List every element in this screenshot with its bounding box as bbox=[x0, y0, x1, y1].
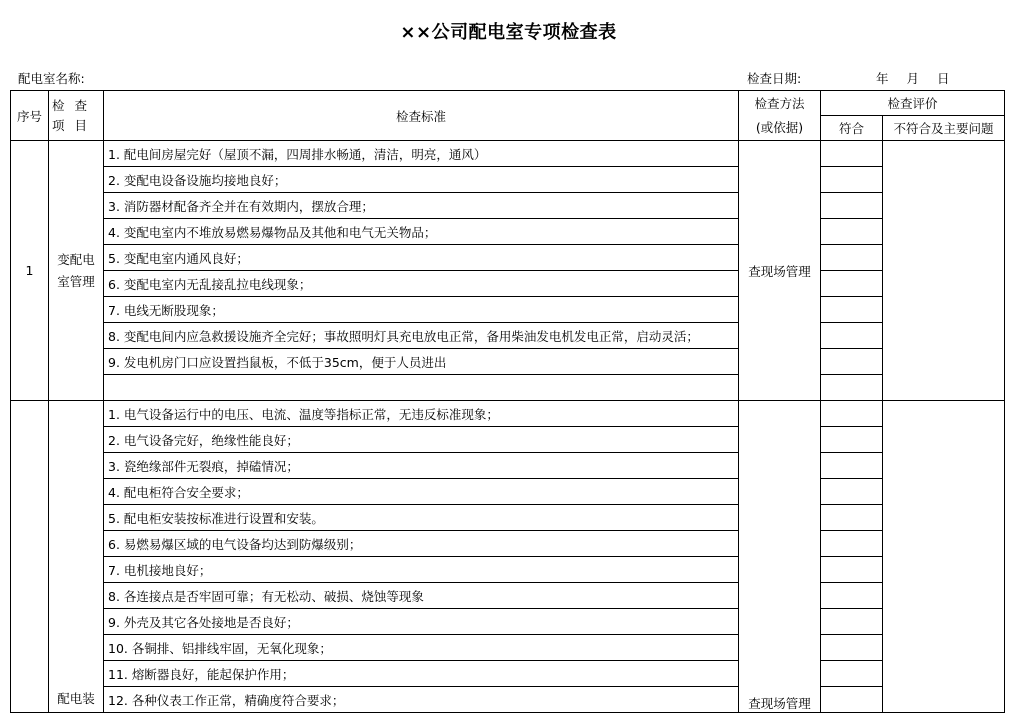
section-number bbox=[11, 401, 49, 713]
ok-cell[interactable] bbox=[821, 531, 883, 557]
table-row bbox=[11, 427, 1005, 453]
room-name-label: 配电室名称: bbox=[18, 71, 85, 86]
standard-item: 3. 瓷绝缘部件无裂痕，掉磕情况； bbox=[104, 453, 739, 479]
header-ok: 符合 bbox=[821, 116, 883, 141]
ok-cell[interactable] bbox=[821, 687, 883, 713]
standard-item: 10. 各铜排、铝排线牢固，无氧化现象； bbox=[104, 635, 739, 661]
standard-item: 4. 配电柜符合安全要求； bbox=[104, 479, 739, 505]
standard-item: 9. 发电机房门口应设置挡鼠板，不低于35cm，便于人员进出 bbox=[104, 349, 739, 375]
date-units: 年 月 日 bbox=[876, 71, 950, 86]
ok-cell[interactable] bbox=[821, 219, 883, 245]
header-method bbox=[739, 91, 821, 141]
section-category: 配电装 bbox=[49, 401, 104, 713]
ok-cell[interactable] bbox=[821, 583, 883, 609]
standard-item: 2. 电气设备完好，绝缘性能良好； bbox=[104, 427, 739, 453]
table-row bbox=[11, 323, 1005, 349]
ok-cell[interactable] bbox=[821, 375, 883, 401]
header-issue: 不符合及主要问题 bbox=[883, 116, 1005, 141]
standard-item: 1. 电气设备运行中的电压、电流、温度等指标正常，无违反标准现象； bbox=[104, 401, 739, 427]
ok-cell[interactable] bbox=[821, 557, 883, 583]
table-row bbox=[11, 557, 1005, 583]
table-row bbox=[11, 245, 1005, 271]
table-row bbox=[11, 167, 1005, 193]
standard-item: 5. 配电柜安装按标准进行设置和安装。 bbox=[104, 505, 739, 531]
standard-item: 8. 变配电间内应急救援设施齐全完好；事故照明灯具充电放电正常，备用柴油发电机发电正常，启动灵活； bbox=[104, 323, 739, 349]
table-row bbox=[11, 583, 1005, 609]
standard-item bbox=[104, 375, 739, 401]
ok-cell[interactable] bbox=[821, 297, 883, 323]
table-row bbox=[11, 375, 1005, 401]
page-title: ××公司配电室专项检查表 bbox=[400, 22, 617, 43]
table-row bbox=[11, 635, 1005, 661]
standard-item: 3. 消防器材配备齐全并在有效期内，摆放合理； bbox=[104, 193, 739, 219]
standard-item: 4. 变配电室内不堆放易燃易爆物品及其他和电气无关物品； bbox=[104, 219, 739, 245]
header-standard: 检查标准 bbox=[104, 91, 739, 141]
header-evaluation: 检查评价 bbox=[821, 91, 1005, 116]
ok-cell[interactable] bbox=[821, 635, 883, 661]
table-row bbox=[11, 271, 1005, 297]
ok-cell[interactable] bbox=[821, 505, 883, 531]
header-method-line2: (或依据) bbox=[755, 119, 804, 135]
table-row bbox=[11, 401, 1005, 427]
standard-item: 5. 变配电室内通风良好； bbox=[104, 245, 739, 271]
table-row bbox=[11, 141, 1005, 167]
header-no: 序号 bbox=[11, 91, 49, 141]
table-row bbox=[11, 531, 1005, 557]
header-method-line1: 检查方法 bbox=[754, 95, 805, 111]
table-body bbox=[11, 141, 1005, 713]
standard-item: 7. 电线无断股现象； bbox=[104, 297, 739, 323]
section-category: 变配电室管理 bbox=[49, 141, 104, 401]
table-row bbox=[11, 297, 1005, 323]
ok-cell[interactable] bbox=[821, 349, 883, 375]
ok-cell[interactable] bbox=[821, 323, 883, 349]
header-item: 检 查 项 目 bbox=[49, 91, 104, 141]
section-method: 查现场管理 bbox=[739, 401, 821, 713]
standard-item: 11. 熔断器良好，能起保护作用； bbox=[104, 661, 739, 687]
ok-cell[interactable] bbox=[821, 609, 883, 635]
table-row bbox=[11, 193, 1005, 219]
table-row bbox=[11, 505, 1005, 531]
ok-cell[interactable] bbox=[821, 245, 883, 271]
standard-item: 12. 各种仪表工作正常，精确度符合要求； bbox=[104, 687, 739, 713]
issue-cell[interactable] bbox=[883, 141, 1005, 401]
ok-cell[interactable] bbox=[821, 167, 883, 193]
ok-cell[interactable] bbox=[821, 479, 883, 505]
ok-cell[interactable] bbox=[821, 453, 883, 479]
section-method: 查现场管理 bbox=[739, 141, 821, 401]
table-row bbox=[11, 219, 1005, 245]
standard-item: 9. 外壳及其它各处接地是否良好； bbox=[104, 609, 739, 635]
inspection-table bbox=[10, 90, 1005, 713]
ok-cell[interactable] bbox=[821, 401, 883, 427]
standard-item: 2. 变配电设备设施均接地良好； bbox=[104, 167, 739, 193]
table-row bbox=[11, 349, 1005, 375]
table-row bbox=[11, 687, 1005, 713]
standard-item: 1. 配电间房屋完好（屋顶不漏，四周排水畅通，清洁，明亮，通风） bbox=[104, 141, 739, 167]
ok-cell[interactable] bbox=[821, 661, 883, 687]
standard-item: 6. 易燃易爆区域的电气设备均达到防爆级别； bbox=[104, 531, 739, 557]
ok-cell[interactable] bbox=[821, 427, 883, 453]
table-row bbox=[11, 453, 1005, 479]
table-row bbox=[11, 661, 1005, 687]
standard-item: 6. 变配电室内无乱接乱拉电线现象； bbox=[104, 271, 739, 297]
section-number: 1 bbox=[11, 141, 49, 401]
table-row bbox=[11, 479, 1005, 505]
ok-cell[interactable] bbox=[821, 193, 883, 219]
ok-cell[interactable] bbox=[821, 271, 883, 297]
table-row bbox=[11, 609, 1005, 635]
standard-item: 8. 各连接点是否牢固可靠；有无松动、破损、烧蚀等现象 bbox=[104, 583, 739, 609]
inspection-date-label: 检查日期: bbox=[747, 71, 802, 86]
ok-cell[interactable] bbox=[821, 141, 883, 167]
standard-item: 7. 电机接地良好； bbox=[104, 557, 739, 583]
issue-cell[interactable] bbox=[883, 401, 1005, 713]
